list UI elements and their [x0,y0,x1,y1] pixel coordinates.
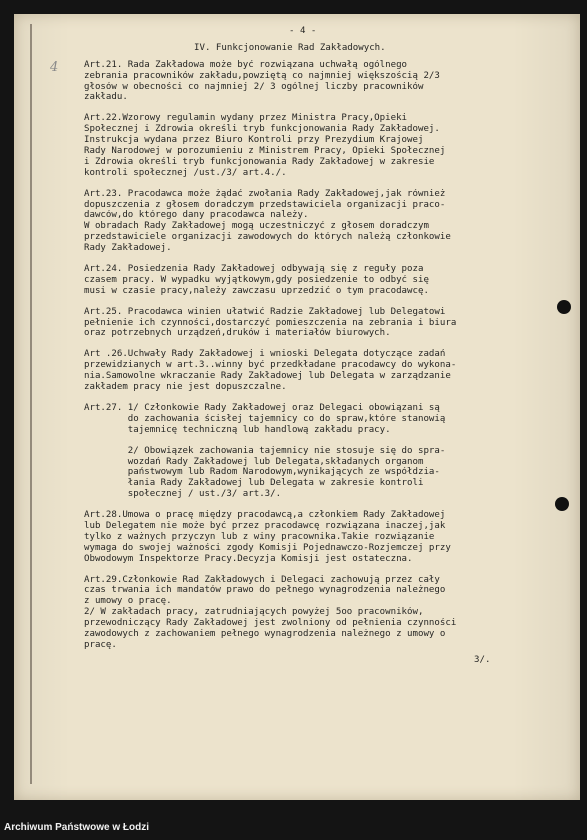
text-line: lub Delegatem nie może być przez pracodawcę rozwiązana inaczej,jak [84,520,446,531]
text-line: Rady Zakładowej. [84,243,172,254]
paragraph-gap [84,103,568,113]
text-line: czas trwania ich mandatów prawo do pełnego wynagrodzenia należnego [84,585,446,596]
text-line: oraz potrzebnych urządzeń,druków i materiałów biurowych. [84,328,391,339]
text-line: Społecznej i Zdrowia określi tryb funkcjonowania Rady Zakładowej. [84,124,440,135]
text-line: Obwodowym Inspektorze Pracy.Decyzja Komisji jest ostateczna. [84,553,413,564]
footer-bar [0,802,587,840]
text-line: przewodniczący Rady Zakładowej jest zwolniony od pełnienia czynności [84,618,457,629]
text-line: Art .26.Uchwały Rady Zakładowej i wnioski Delegata dotyczące zadań [84,349,446,360]
text-line: pełnienie ich czynności,dostarczyć pomieszczenia na zebrania i biura [84,317,457,328]
next-page-marker: 3/. [474,654,491,665]
text-line: nia.Samowolne wkraczanie Rady Zakładowej lub Delegata w zarządzanie [84,371,451,382]
paragraph-gap [84,297,568,307]
paragraph-gap [84,339,568,349]
paragraph-gap [84,436,568,446]
text-line: Art.25. Pracodawca winien ułatwić Radzie Zakładowej lub Delegatowi [84,306,446,317]
text-line: wozdań Rady Zakładowej lub Delegata,składanych organom [84,456,424,467]
text-line: społecznej / ust./3/ art.3/. [84,489,282,500]
paragraph-gap [84,565,568,575]
text-line: Art.29.Członkowie Rad Zakładowych i Delegaci zachowują przez cały [84,574,440,585]
text-line: państwowym lub Radom Narodowym,wynikających ze współdzia- [84,467,440,478]
text-line: 2/ Obowiązek zachowania tajemnicy nie stosuje się do spra- [84,445,446,456]
text-line: kontroli społecznej /ust./3/ art.4./. [84,167,287,178]
text-line: i Zdrowia określi tryb funkcjonowania Rady Zakładowej w zakresie [84,156,435,167]
text-line: zakładem pracy nie jest dopuszczalne. [84,382,287,393]
text-line: zebrania pracowników zakładu,powziętą co najmniej większością 2/3 [84,70,440,81]
text-line: czasem pracy. W wypadku wyjątkowym,gdy posiedzenie to odbyć się [84,274,429,285]
paragraph-gap [84,179,568,189]
text-line: przewidzianych w art.3..winny być przedkładane pracodawcy do wykona- [84,360,457,371]
text-line: Art.23. Pracodawca może żądać zwołania Rady Zakładowej,jak również [84,188,446,199]
section-title: IV. Funkcjonowanie Rad Zakładowych. [194,42,386,53]
text-line: W obradach Rady Zakładowej mogą uczestniczyć z głosem doradczym [84,221,429,232]
typed-text [84,26,568,666]
text-line: głosów w obecności co najmniej 2/ 3 ogólnej liczby pracowników [84,81,424,92]
archive-label: Archiwum Państwowe w Łodzi [4,822,150,833]
text-line: musi w czasie pracy,należy zawczasu uprzedzić o tym pracodawcę. [84,285,429,296]
text-line: wymaga do swojej ważności zgody Komisji Pojednawczo-Rozjemczej przy [84,542,451,553]
text-line: 2/ W zakładach pracy, zatrudniających powyżej 5oo pracowników, [84,607,424,618]
margin-line [30,24,32,784]
paragraph-gap [84,500,568,510]
text-line: do zachowania ścisłej tajemnicy co do spraw,które stanowią [84,413,446,424]
pencil-annotation: 4 [50,60,59,75]
document-body [84,60,568,651]
page-number: - 4 - [289,26,317,36]
text-line: Art.28.Umowa o pracę między pracodawcą,a członkiem Rady Zakładowej [84,510,446,521]
text-line: dawców,do którego dany pracodawca należy. [84,210,309,221]
text-line: dopuszczenia z głosem doradczym przedstawiciela organizacji praco- [84,199,446,210]
paragraph-gap [84,254,568,264]
text-line: tajemnicę techniczną lub handlową zakładu pracy. [84,424,391,435]
text-line: przedstawiciele organizacji zawodowych do których należą członkowie [84,232,451,243]
text-line: Rady Narodowej w porozumieniu z Ministrem Pracy, Opieki Społecznej [84,146,446,157]
text-line: Art.27. 1/ Członkowie Rady Zakładowej oraz Delegaci obowiązani są [84,402,440,413]
text-line: zawodowych z zachowaniem pełnego wynagrodzenia należnego z umowy o [84,628,446,639]
text-line: zakładu. [84,92,128,103]
text-line: Instrukcja wydana przez Biuro Kontroli przy Prezydium Krajowej [84,135,424,146]
text-line: pracę. [84,639,117,650]
text-line: Art.21. Rada Zakładowa może być rozwiązana uchwałą ogólnego [84,59,408,70]
text-line: łania Rady Zakładowej lub Delegata w zakresie kontroli [84,478,424,489]
paragraph-gap [84,393,568,403]
text-line: Art.24. Posiedzenia Rady Zakładowej odbywają się z reguły poza [84,264,424,275]
text-line: tylko z ważnych przyczyn lub z winy pracownika.Takie rozwiązanie [84,531,435,542]
text-line: z umowy o pracę. [84,596,172,607]
text-line: Art.22.Wzorowy regulamin wydany przez Ministra Pracy,Opieki [84,113,408,124]
